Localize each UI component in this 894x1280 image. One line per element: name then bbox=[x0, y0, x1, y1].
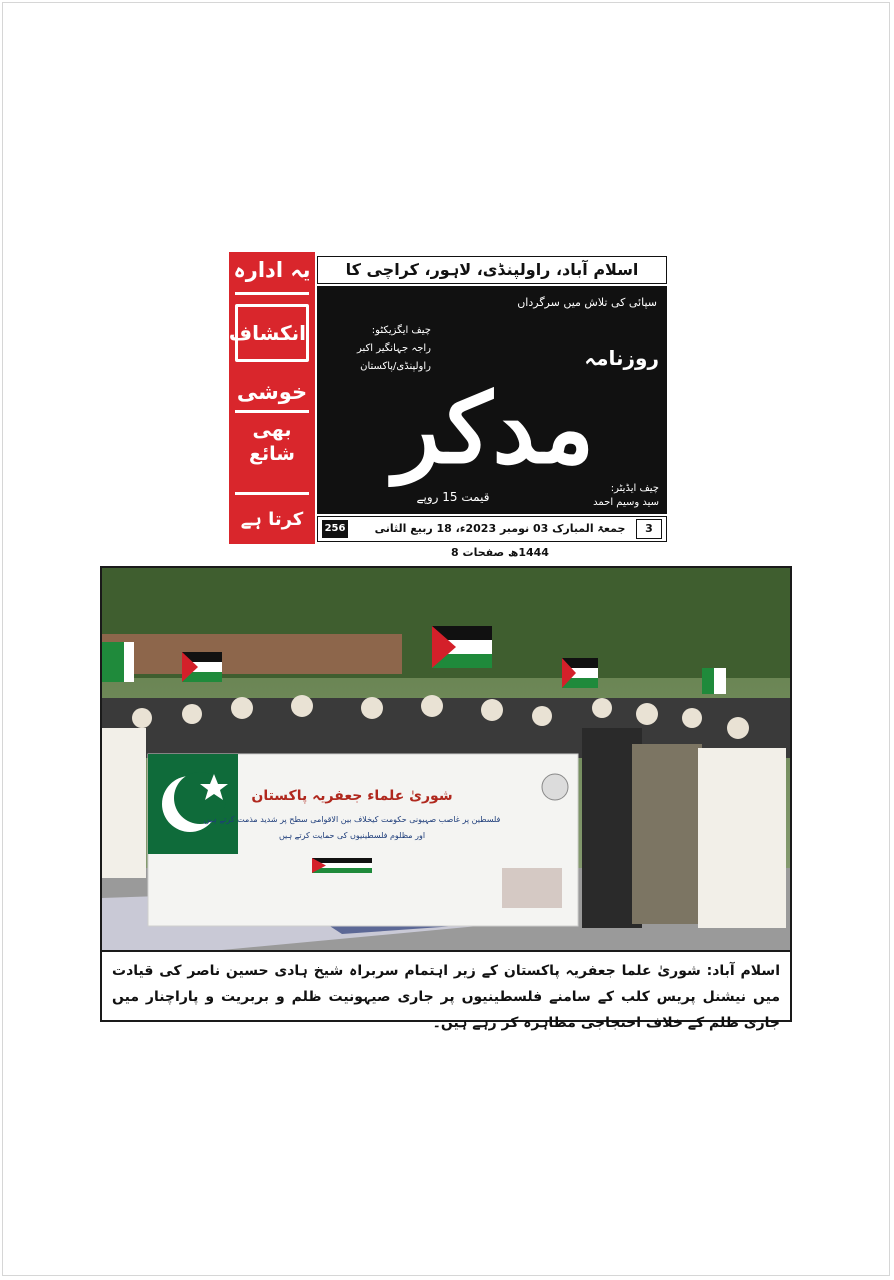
side-divider bbox=[235, 492, 309, 495]
chief-editor-label: چیف ایڈیٹر: bbox=[610, 483, 659, 494]
banner-line2: اور مظلوم فلسطینیوں کی حمایت کرتے ہیں bbox=[278, 831, 426, 840]
masthead-tagline: سپائی کی تلاش میں سرگرداں bbox=[517, 296, 657, 309]
masthead-banner: اسلام آباد، راولپنڈی، لاہور، کراچی کا bbox=[317, 256, 667, 284]
photo-caption: اسلام آباد: شوریٰ علما جعفریہ پاکستان کے زیر اہتمام سربراہ شیخ ہادی حسین ناصر کی قیادت میں نیشنل پریس کلب کے سامنے فلسطینیوں پر جاری صیہونیت ظلم و بربریت و پاراچنار میں جاری ظلم کے خلاف احتجاجی مظاہرہ کر رہے ہیں۔ bbox=[100, 952, 792, 1022]
protester-figure bbox=[698, 748, 786, 928]
protest-photo bbox=[100, 566, 792, 952]
side-panel-line5: کرتا ہے bbox=[240, 509, 304, 530]
background-wall bbox=[102, 634, 402, 674]
price-label: قیمت 15 روپے bbox=[416, 490, 490, 504]
protest-banner bbox=[148, 754, 578, 926]
red-side-panel bbox=[229, 252, 315, 544]
chief-executive-block bbox=[323, 322, 431, 376]
dateline-text: جمعۃ المبارک 03 نومبر 2023ء، 18 ربیع الثانی 1444ھ صفحات 8 bbox=[374, 522, 626, 559]
banner-line1: فلسطین پر غاصب صہیونی حکومت کیخلاف بین الاقوامی سطح پر شدید مذمت کرتے ہیں bbox=[203, 815, 501, 824]
side-panel-line4: بھی شائع bbox=[249, 419, 295, 465]
protester-figure bbox=[102, 728, 146, 878]
chief-executive-name: راجہ جہانگیر اکبر bbox=[356, 343, 431, 354]
masthead-black-block bbox=[317, 286, 667, 514]
protester-figure bbox=[632, 744, 702, 924]
newspaper-logo: مدکر bbox=[393, 372, 595, 485]
side-divider bbox=[235, 292, 309, 295]
dateline-bar bbox=[317, 516, 667, 559]
chief-editor-name: سید وسیم احمد bbox=[593, 497, 659, 508]
side-panel-line3: خوشی bbox=[236, 380, 308, 404]
chief-editor-block bbox=[529, 482, 659, 510]
side-panel-box bbox=[228, 304, 309, 362]
chief-executive-city: راولپنڈی/پاکستان bbox=[360, 361, 431, 372]
volume-number: 3 bbox=[636, 519, 662, 539]
banner-heading: شوریٰ علماء جعفریہ پاکستان bbox=[251, 788, 453, 804]
rozname-label: روزنامہ bbox=[584, 346, 659, 370]
newspaper-masthead bbox=[228, 252, 667, 559]
side-panel-line1: یہ ادارہ bbox=[233, 258, 311, 282]
chief-executive-label: چیف ایگزیکٹو: bbox=[371, 325, 431, 336]
side-divider bbox=[235, 410, 309, 413]
issue-number: 256 bbox=[322, 520, 348, 538]
side-panel-box-word: انکشاف bbox=[228, 321, 306, 345]
protest-photo-illustration bbox=[102, 568, 790, 950]
